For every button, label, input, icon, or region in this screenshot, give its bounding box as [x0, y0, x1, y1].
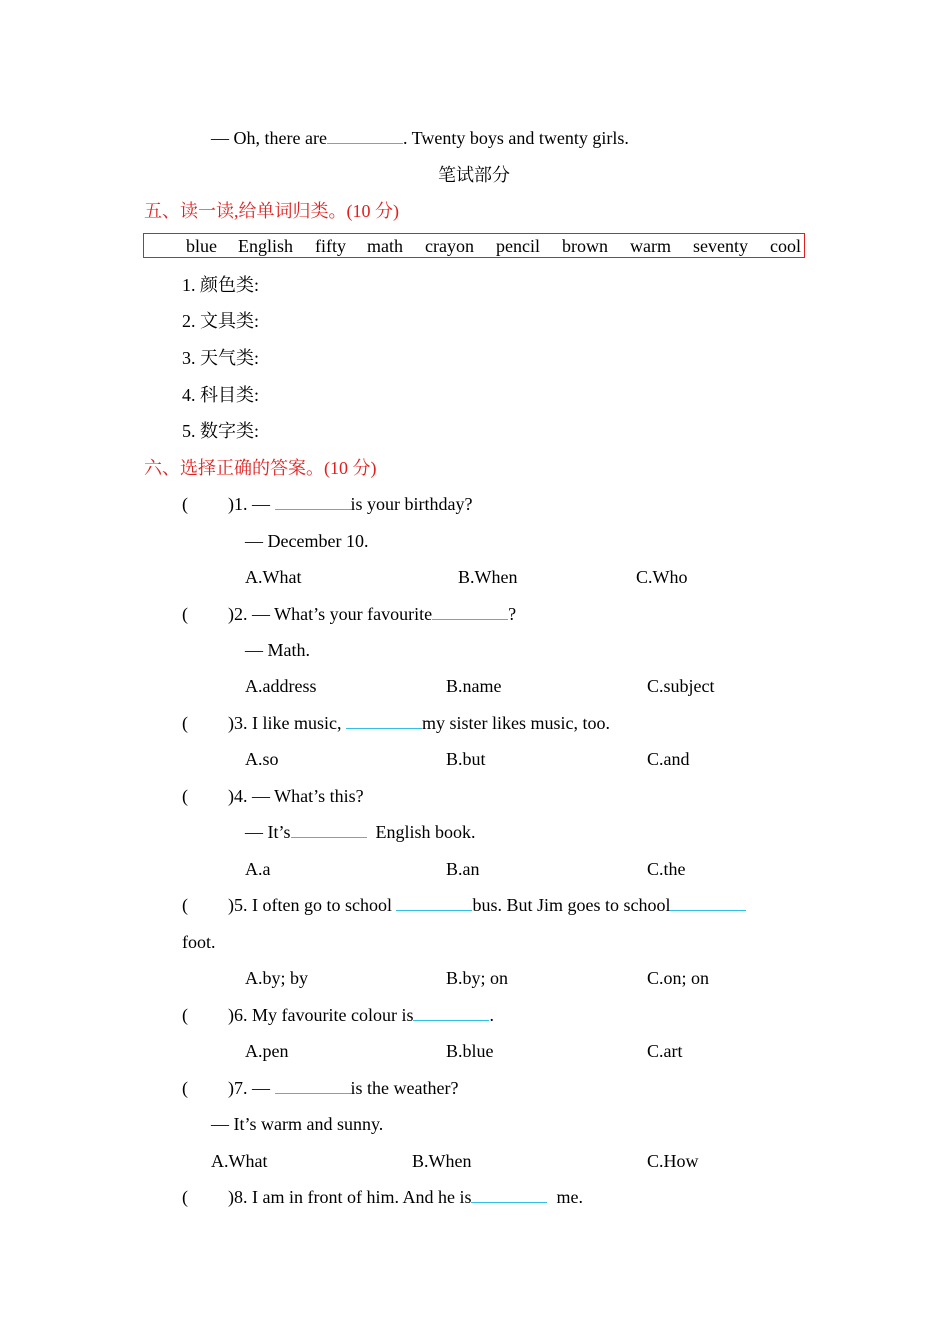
category-numbers: 5. 数字类:: [182, 421, 260, 441]
word-item: seventy: [693, 236, 748, 256]
word-item: crayon: [425, 236, 474, 256]
q1-option-b[interactable]: B.When: [458, 567, 518, 587]
answer-paren[interactable]: (: [182, 1078, 188, 1098]
word-item: blue: [186, 236, 217, 256]
answer-suffix: English book.: [366, 822, 476, 842]
q7-option-b[interactable]: B.When: [412, 1151, 472, 1171]
category-weather: 3. 天气类:: [182, 348, 260, 368]
question-text-after: my sister likes music, too.: [421, 713, 610, 733]
q7-answer: — It’s warm and sunny.: [211, 1114, 384, 1134]
answer-paren[interactable]: (: [182, 604, 188, 624]
word-item: warm: [630, 236, 671, 256]
q4-option-c[interactable]: C.the: [647, 859, 686, 879]
word-item: fifty: [315, 236, 346, 256]
word-item: pencil: [496, 236, 540, 256]
top-line: [211, 127, 629, 149]
answer-blank[interactable]: [275, 493, 351, 510]
question-text-after: is your birthday?: [350, 494, 473, 514]
q2-answer: — Math.: [245, 640, 310, 660]
q5-option-b[interactable]: B.by; on: [446, 968, 509, 988]
q4-option-b[interactable]: B.an: [446, 859, 480, 879]
answer-blank[interactable]: [291, 821, 367, 838]
q1-option-a[interactable]: A.What: [245, 567, 302, 587]
answer-paren[interactable]: (: [182, 494, 188, 514]
top-line-suffix: . Twenty boys and twenty girls.: [402, 128, 629, 148]
question-5: [182, 894, 746, 916]
written-part-title: 笔试部分: [438, 165, 510, 185]
q7-option-a[interactable]: A.What: [211, 1151, 268, 1171]
question-text-after: is the weather?: [350, 1078, 459, 1098]
word-item: English: [238, 236, 294, 256]
top-line-prefix: — Oh, there are: [211, 128, 327, 148]
word-item: math: [367, 236, 403, 256]
answer-paren[interactable]: (: [182, 786, 188, 806]
q5-option-a[interactable]: A.by; by: [245, 968, 308, 988]
category-colors: 1. 颜色类:: [182, 275, 260, 295]
question-text: )7. —: [228, 1078, 275, 1098]
question-8: [182, 1186, 583, 1208]
q3-option-b[interactable]: B.but: [446, 749, 486, 769]
category-stationery: 2. 文具类:: [182, 311, 260, 331]
question-4: [182, 785, 364, 807]
question-3: [182, 712, 610, 734]
q2-option-a[interactable]: A.address: [245, 676, 317, 696]
question-text-after: ?: [508, 604, 517, 624]
question-text: )4. — What’s this?: [228, 786, 364, 806]
question-text: )1. —: [228, 494, 275, 514]
question-text-after: .: [489, 1005, 494, 1025]
question-2: [182, 603, 516, 625]
question-6: [182, 1004, 494, 1026]
answer-paren[interactable]: (: [182, 713, 188, 733]
q6-option-c[interactable]: C.art: [647, 1041, 683, 1061]
answer-blank[interactable]: [275, 1077, 351, 1094]
q6-option-b[interactable]: B.blue: [446, 1041, 494, 1061]
q5-option-c[interactable]: C.on; on: [647, 968, 710, 988]
question-text-after: me.: [547, 1187, 583, 1207]
question-text: )6. My favourite colour is: [228, 1005, 414, 1025]
q3-option-a[interactable]: A.so: [245, 749, 279, 769]
answer-blank[interactable]: [346, 712, 422, 729]
q6-option-a[interactable]: A.pen: [245, 1041, 289, 1061]
answer-prefix: — It’s: [245, 822, 291, 842]
section6-title: 六、选择正确的答案。(10 分): [144, 458, 377, 478]
category-subjects: 4. 科目类:: [182, 385, 260, 405]
answer-blank[interactable]: [413, 1004, 489, 1021]
question-text: )2. — What’s your favourite: [228, 604, 433, 624]
question-1: [182, 493, 472, 515]
answer-blank[interactable]: [327, 127, 403, 144]
question-7: [182, 1077, 458, 1099]
q7-option-c[interactable]: C.How: [647, 1151, 699, 1171]
q2-option-b[interactable]: B.name: [446, 676, 502, 696]
q1-answer: — December 10.: [245, 531, 369, 551]
question-text: )5. I often go to school: [228, 895, 397, 915]
q1-option-c[interactable]: C.Who: [636, 567, 688, 587]
word-item: brown: [562, 236, 608, 256]
word-item: cool: [770, 236, 801, 256]
answer-blank[interactable]: [471, 1186, 547, 1203]
section5-title: 五、读一读,给单词归类。(10 分): [144, 201, 399, 221]
answer-paren[interactable]: (: [182, 895, 188, 915]
q2-option-c[interactable]: C.subject: [647, 676, 715, 696]
answer-paren[interactable]: (: [182, 1005, 188, 1025]
answer-blank[interactable]: [432, 603, 508, 620]
question-text: )8. I am in front of him. And he is: [228, 1187, 472, 1207]
q3-option-c[interactable]: C.and: [647, 749, 690, 769]
question-text: )3. I like music,: [228, 713, 346, 733]
answer-blank[interactable]: [396, 894, 472, 911]
q4-option-a[interactable]: A.a: [245, 859, 271, 879]
q4-answer: [245, 821, 476, 843]
answer-paren[interactable]: (: [182, 1187, 188, 1207]
answer-blank[interactable]: [670, 894, 746, 911]
q5-continuation: foot.: [182, 932, 216, 952]
word-box: [143, 233, 805, 258]
question-text-middle: bus. But Jim goes to school: [472, 895, 671, 915]
